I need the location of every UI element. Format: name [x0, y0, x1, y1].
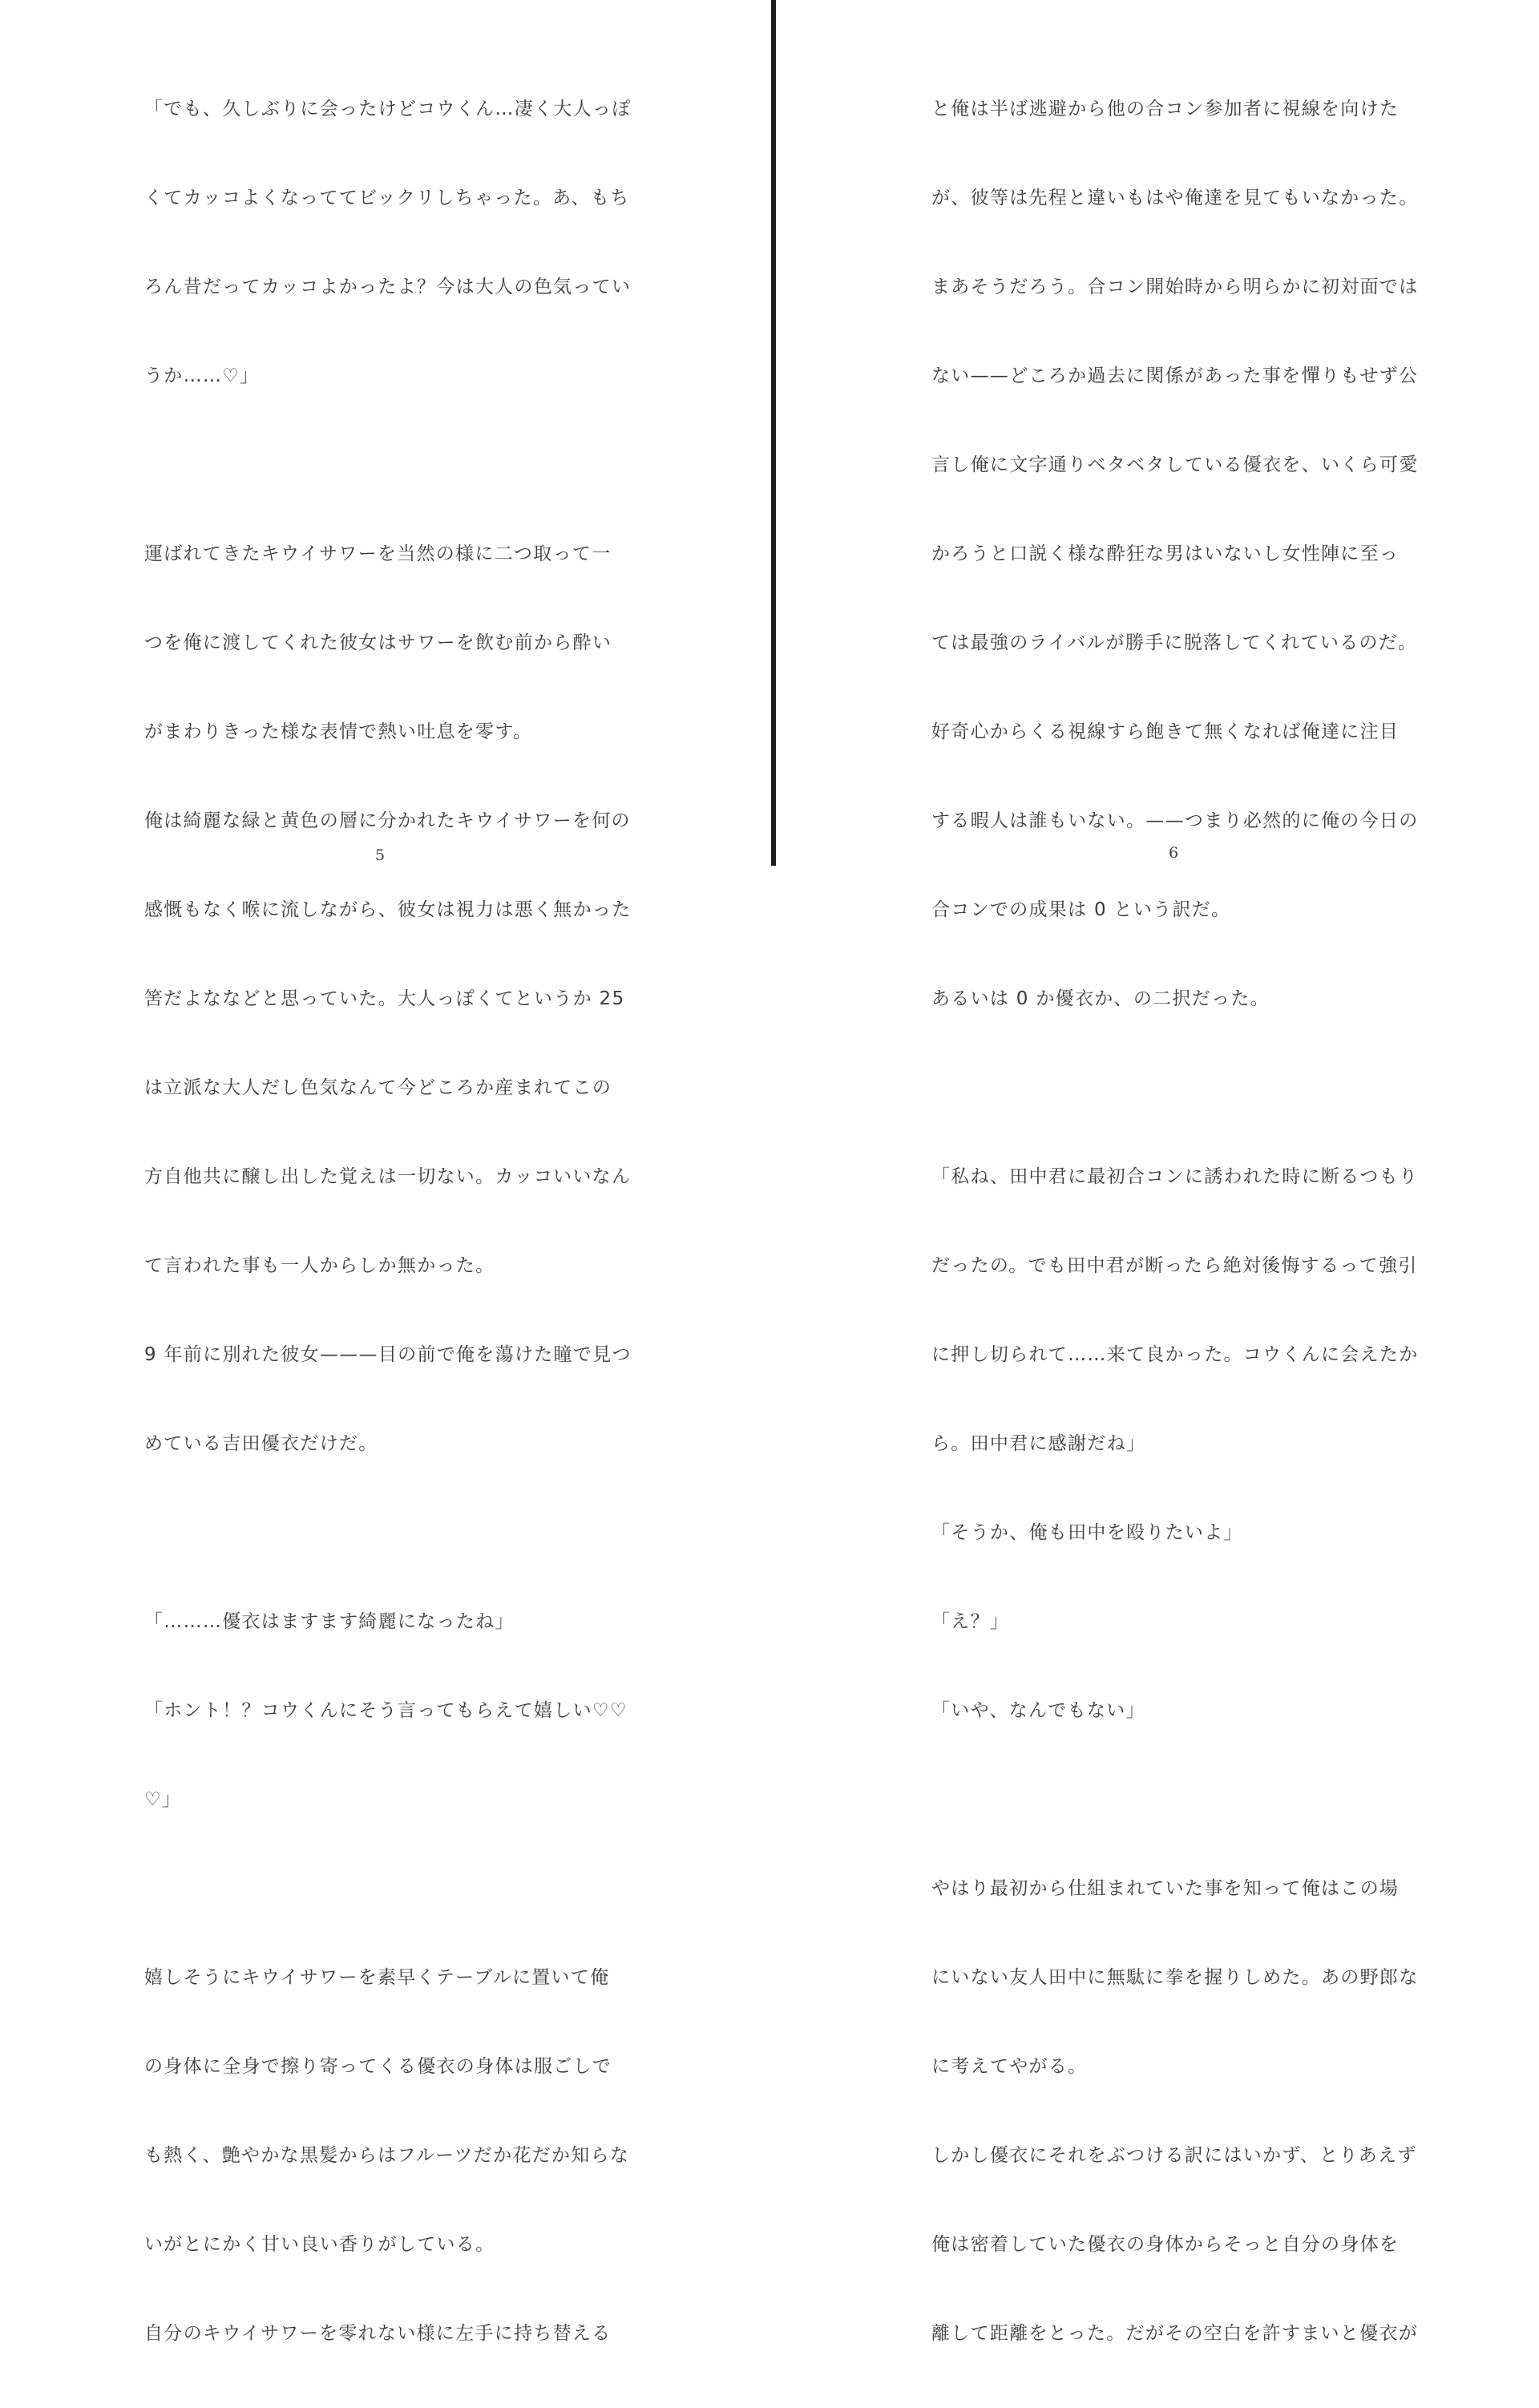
text-line: ない——どころか過去に関係があった事を憚りもせず公 [931, 366, 1419, 386]
text-line: に考えてやがる。 [931, 2056, 1088, 2077]
text-line: 筈だよななどと思っていた。大人っぽくてというか 25 [144, 988, 625, 1009]
text-line: くてカッコよくなっててビックリしちゃった。あ、もち [144, 188, 630, 208]
blank-line [144, 1874, 625, 1904]
text-line: かろうと口説く様な酔狂な男はいないし女性陣に至っ [931, 543, 1400, 564]
text-line: 「私ね、田中君に最初合コンに誘われた時に断るつもり [931, 1166, 1419, 1187]
text-line: 嬉しそうにキウイサワーを素早くテーブルに置いて俺 [144, 1967, 610, 1988]
text-line: あるいは 0 か優衣か、の二択だった。 [931, 988, 1270, 1009]
blank-line [144, 450, 625, 480]
text-line: 離して距離をとった。だがその空白を許すまいと優衣が [931, 2323, 1419, 2344]
text-line: 「え？」 [931, 1611, 1010, 1632]
text-line: は立派な大人だし色気なんて今どころか産まれてこの [144, 1077, 612, 1098]
text-line: 俺は綺麗な緑と黄色の層に分かれたキウイサワーを何の [144, 810, 631, 831]
text-line: 「………優衣はますます綺麗になったね」 [144, 1611, 515, 1632]
page-number: 6 [1168, 844, 1179, 862]
text-line: の身体に全身で擦り寄ってくる優衣の身体は服ごしで [144, 2056, 612, 2077]
text-line: つを俺に渡してくれた彼女はサワーを飲む前から酔い [144, 632, 612, 653]
text-line: やはり最初から仕組まれていた事を知って俺はこの場 [931, 1878, 1400, 1899]
text-line: うか……♡」 [144, 366, 260, 386]
text-line: 俺は密着していた優衣の身体からそっと自分の身体を [931, 2234, 1400, 2255]
text-line: がまわりきった様な表情で熱い吐息を零す。 [144, 721, 533, 742]
text-line: ら。田中君に感謝だね」 [931, 1433, 1146, 1454]
text-line: しかし優衣にそれをぶつける訳にはいかず、とりあえず [931, 2145, 1417, 2166]
right-page [776, 0, 1539, 2344]
text-line: いがとにかく甘い良い香りがしている。 [144, 2234, 495, 2255]
text-line: 9 年前に別れた彼女———目の前で俺を蕩けた瞳で見つ [144, 1344, 632, 1365]
text-line: に押し切られて……来て良かった。コウくんに会えたか [931, 1344, 1419, 1365]
text-line: て言われた事も一人からしか無かった。 [144, 1255, 495, 1276]
text-line: 方自他共に醸し出した覚えは一切ない。カッコいいなん [144, 1166, 632, 1187]
left-page [0, 0, 771, 2344]
text-line: 「でも、久しぶりに会ったけどコウくん…凄く大人っぽ [144, 99, 632, 119]
text-line: も熱く、艶やかな黒髪からはフルーツだか花だか知らな [144, 2145, 630, 2166]
blank-line [931, 1785, 1412, 1815]
text-line: にいない友人田中に無駄に拳を握りしめた。あの野郎な [931, 1967, 1419, 1988]
page-number: 5 [374, 846, 386, 864]
right-page-text [931, 35, 1419, 2408]
text-line: 「いや、なんでもない」 [931, 1700, 1145, 1721]
text-line: 合コンでの成果は 0 という訳だ。 [931, 899, 1231, 920]
text-line: まあそうだろう。合コン開始時から明らかに初対面では [931, 277, 1419, 297]
text-line: 自分のキウイサワーを零れない様に左手に持ち替える [144, 2323, 612, 2344]
text-line: ろん昔だってカッコよかったよ？今は大人の色気ってい [144, 277, 632, 297]
text-line: が、彼等は先程と違いもはや俺達を見てもいなかった。 [931, 188, 1419, 208]
text-line: ては最強のライバルが勝手に脱落してくれているのだ。 [931, 632, 1418, 653]
text-line: 言し俺に文字通りベタベタしている優衣を、いくら可愛 [931, 455, 1419, 475]
blank-line [144, 1518, 625, 1548]
text-line: 好奇心からくる視線すら飽きて無くなれば俺達に注目 [931, 721, 1400, 742]
text-line: と俺は半ば逃避から他の合コン参加者に視線を向けた [931, 99, 1400, 119]
text-line: めている吉田優衣だけだ。 [144, 1433, 378, 1454]
text-line: 「そうか、俺も田中を殴りたいよ」 [931, 1522, 1243, 1543]
text-line: だったの。でも田中君が断ったら絶対後悔するって強引 [931, 1255, 1418, 1276]
text-line: ♡」 [144, 1789, 182, 1810]
text-line: 「ホント！？コウくんにそう言ってもらえて嬉しい♡♡ [144, 1700, 628, 1721]
left-page-text [144, 35, 632, 2408]
blank-line [931, 1073, 1412, 1103]
text-line: 運ばれてきたキウイサワーを当然の様に二つ取って一 [144, 543, 612, 564]
text-line: 感慨もなく喉に流しながら、彼女は視力は悪く無かった [144, 899, 632, 920]
text-line: する暇人は誰もいない。——つまり必然的に俺の今日の [931, 810, 1419, 831]
